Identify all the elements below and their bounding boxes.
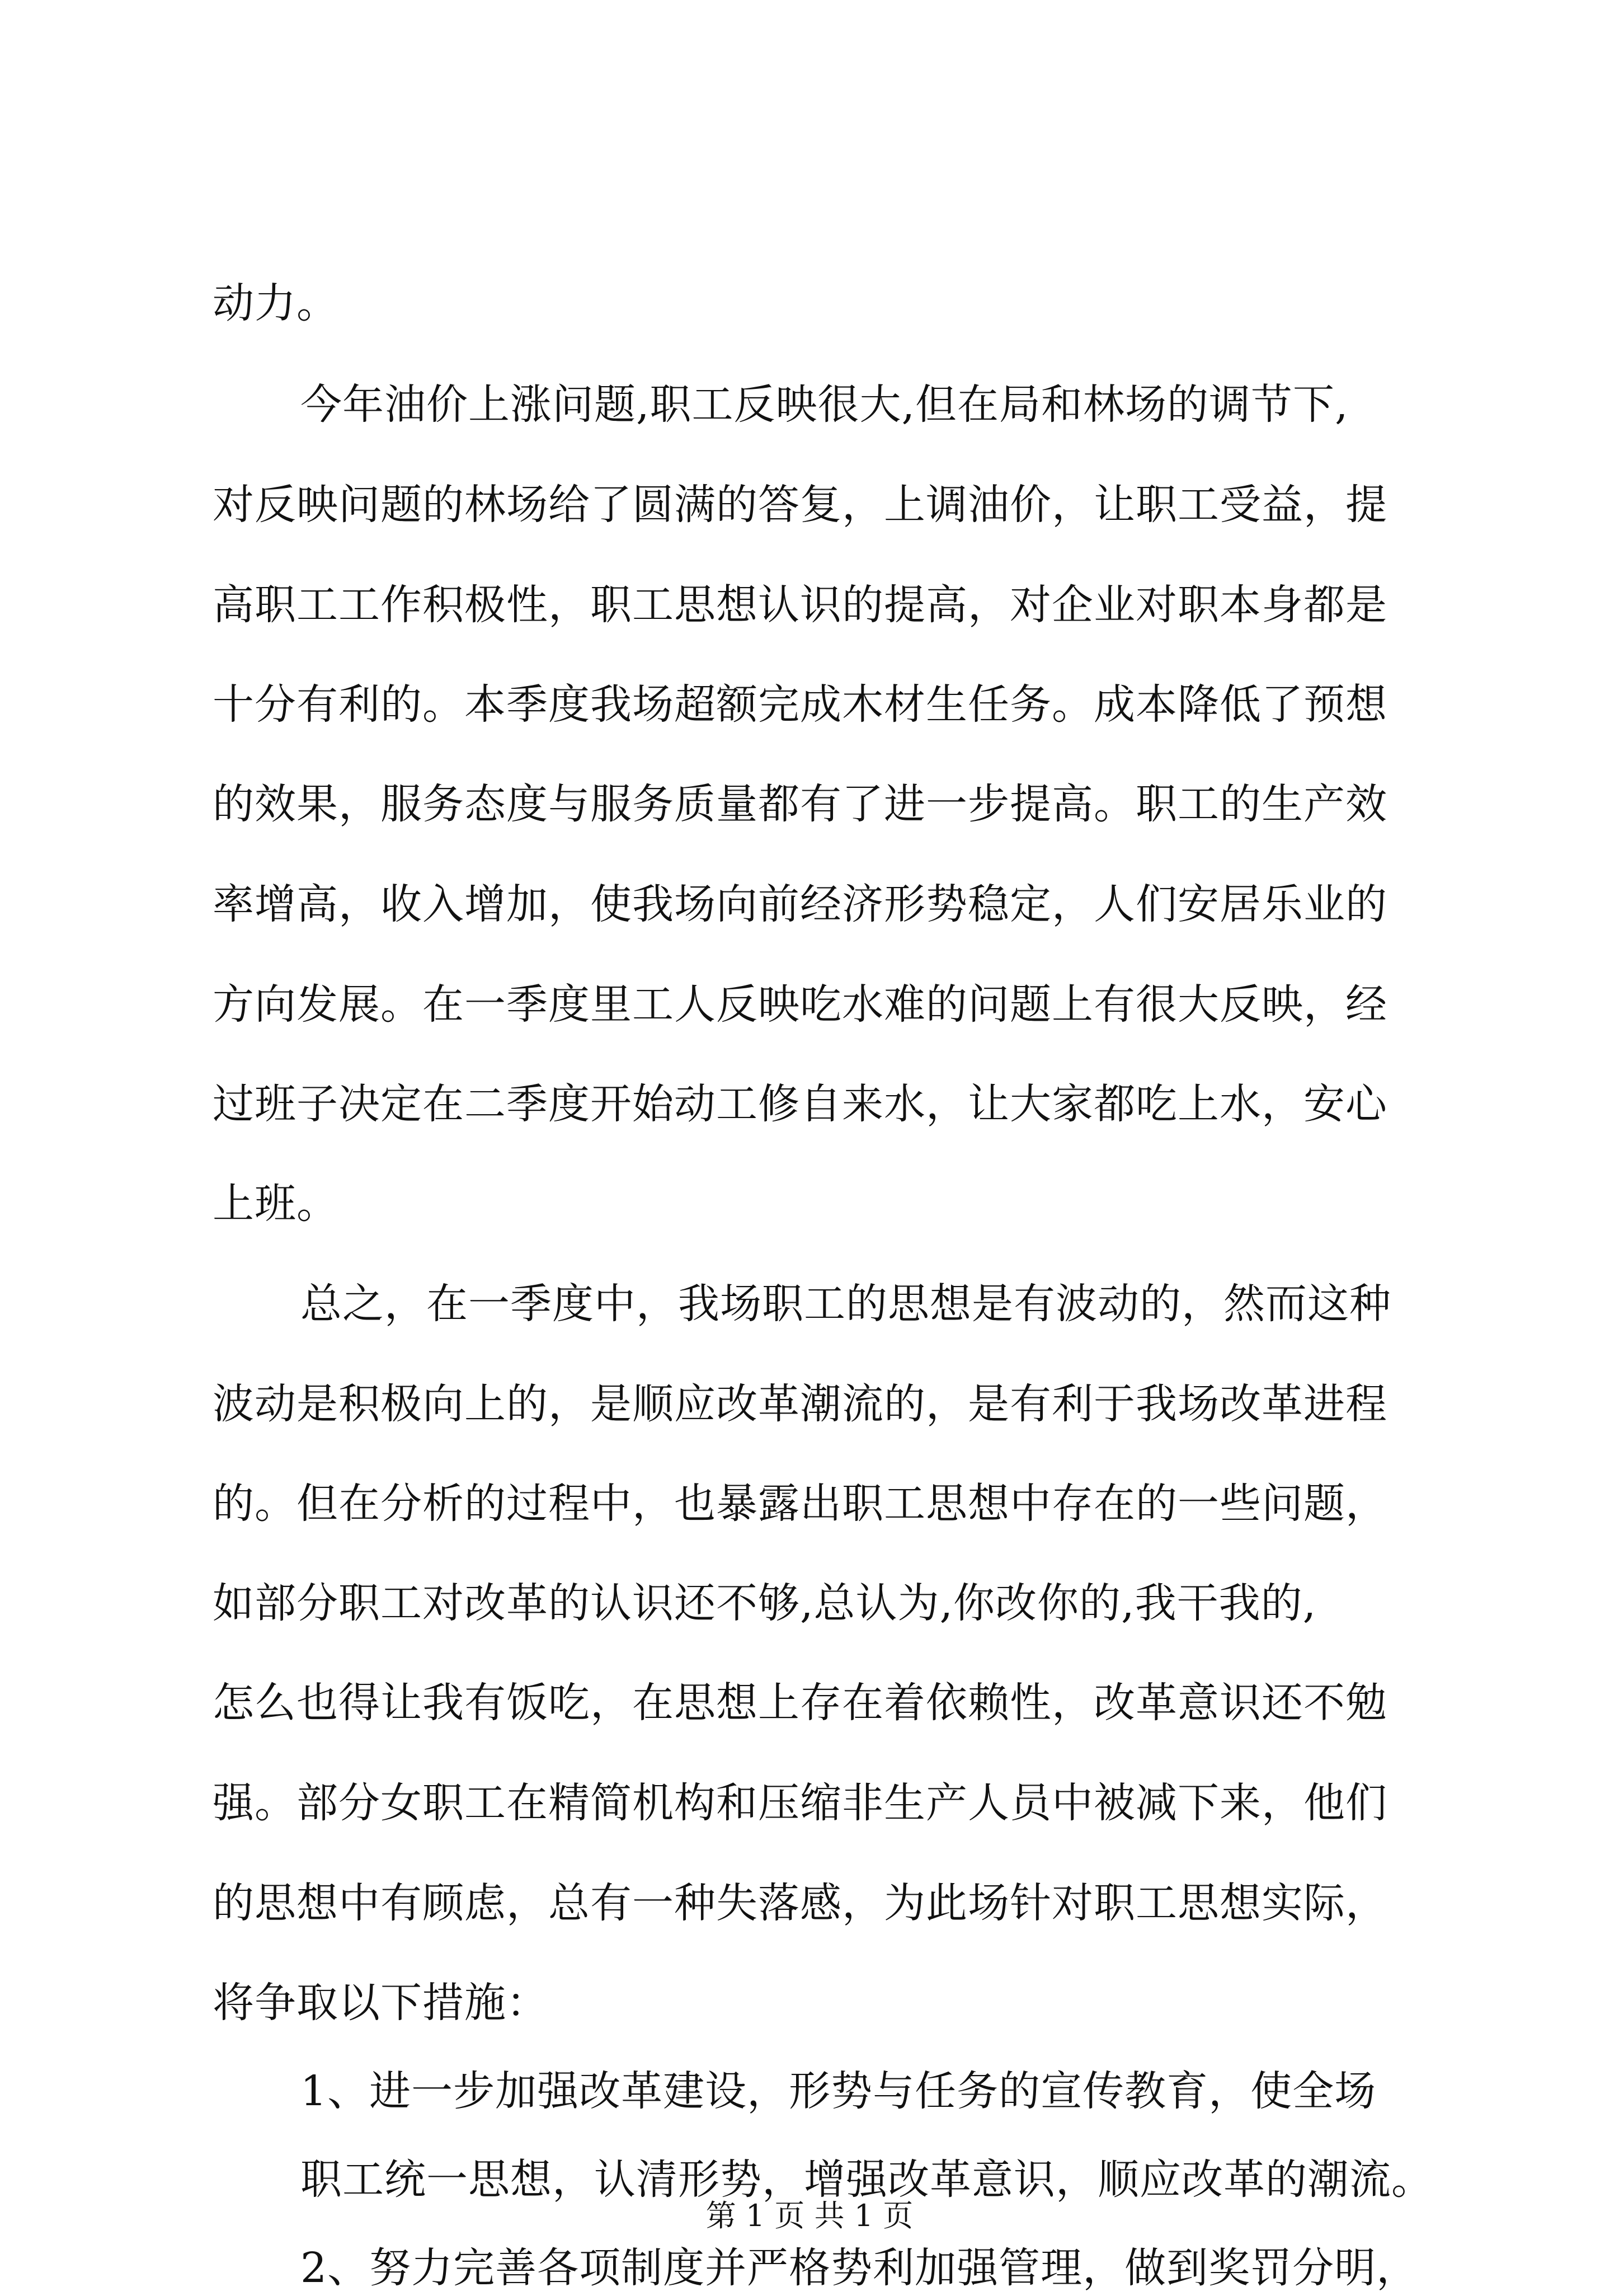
text-line: 方向发展。在一季度里工人反映吃水难的问题上有很大反映，经 bbox=[213, 980, 1387, 1029]
text-line: 将争取以下措施： bbox=[213, 1979, 548, 2027]
text-line: 高职工工作积极性，职工思想认识的提高，对企业对职本身都是 bbox=[213, 581, 1387, 629]
text-line: 怎么也得让我有饭吃，在思想上存在着依赖性，改革意识还不勉 bbox=[213, 1679, 1387, 1727]
text-line: 十分有利的。本季度我场超额完成木材生任务。成本降低了预想 bbox=[213, 680, 1387, 729]
text-line: 的效果，服务态度与服务质量都有了进一步提高。职工的生产效 bbox=[213, 780, 1387, 828]
text-line: 如部分职工对改革的认识还不够,总认为,你改你的,我干我的, bbox=[213, 1579, 1317, 1627]
text-line: 上班。 bbox=[213, 1180, 338, 1228]
text-line: 职工统一思想，认清形势，增强改革意识，顺应改革的潮流。 bbox=[300, 2156, 1433, 2204]
text-line: 强。部分女职工在精简机构和压缩非生产人员中被减下来，他们 bbox=[213, 1779, 1387, 1827]
text-line: 今年油价上涨问题,职工反映很大,但在局和林场的调节下, bbox=[300, 381, 1349, 429]
text-line: 过班子决定在二季度开始动工修自来水，让大家都吃上水，安心 bbox=[213, 1080, 1387, 1128]
text-line: 2、努力完善各项制度并严格势利加强管理，做到奖罚分明， bbox=[300, 2244, 1419, 2292]
text-line: 率增高，收入增加，使我场向前经济形势稳定，人们安居乐业的 bbox=[213, 880, 1387, 928]
text-line: 总之，在一季度中，我场职工的思想是有波动的，然而这种 bbox=[300, 1280, 1391, 1328]
text-line: 动力。 bbox=[213, 279, 338, 327]
page-footer: 第 1 页 共 1 页 bbox=[705, 2198, 914, 2233]
text-line: 的。但在分析的过程中，也暴露出职工思想中存在的一些问题， bbox=[213, 1480, 1387, 1528]
text-line: 1、进一步加强改革建设，形势与任务的宣传教育，使全场 bbox=[300, 2067, 1377, 2115]
text-line: 的思想中有顾虑，总有一种失落感，为此场针对职工思想实际， bbox=[213, 1879, 1387, 1927]
text-line: 对反映问题的林场给了圆满的答复，上调油价，让职工受益，提 bbox=[213, 481, 1387, 529]
text-line: 波动是积极向上的，是顺应改革潮流的，是有利于我场改革进程 bbox=[213, 1380, 1387, 1428]
